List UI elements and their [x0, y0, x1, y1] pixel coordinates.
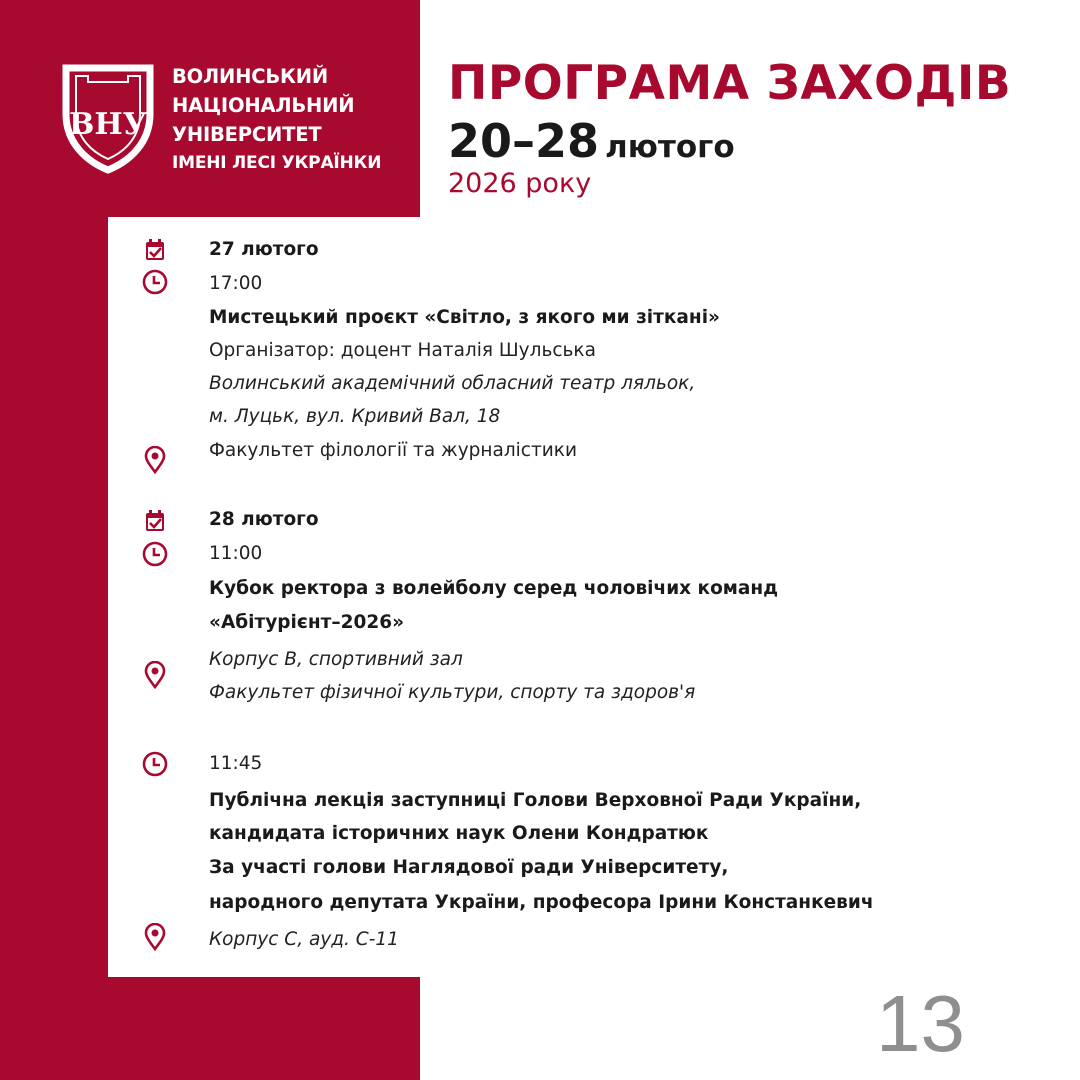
date-range-month: лютого	[605, 129, 735, 165]
university-name-line: ІМЕНІ ЛЕСІ УКРАЇНКИ	[172, 153, 382, 173]
event-date: 27 лютого	[209, 239, 319, 260]
university-name	[172, 62, 381, 177]
university-crest-logo	[58, 62, 158, 174]
event-title: Мистецький проєкт «Світло, з якого ми зіткані»	[209, 307, 720, 328]
event-faculty: Факультет фізичної культури, спорту та здоров'я	[209, 682, 696, 703]
university-name-line: ВОЛИНСЬКИЙ	[172, 65, 329, 88]
calendar-icon	[141, 507, 169, 535]
location-pin-icon	[141, 661, 169, 689]
university-name-line: НАЦІОНАЛЬНИЙ	[172, 94, 355, 117]
event-title: народного депутата України, професора Ірини Констанкевич	[209, 892, 874, 913]
event-title: Кубок ректора з волейболу серед чоловічих команд	[209, 578, 779, 599]
event-organizer: Організатор: доцент Наталія Шульська	[209, 340, 596, 361]
university-name-line: УНІВЕРСИТЕТ	[172, 123, 322, 146]
event-time: 11:00	[209, 543, 263, 564]
clock-icon	[141, 750, 169, 778]
event-venue: м. Луцьк, вул. Кривий Вал, 18	[209, 406, 501, 427]
event-title: За участі голови Наглядової ради Університету,	[209, 857, 729, 878]
event-faculty: Факультет філології та журналістики	[209, 440, 577, 461]
page-title: ПРОГРАМА ЗАХОДІВ	[448, 56, 1012, 111]
event-title: Публічна лекція заступниці Голови Верховної Ради України,	[209, 790, 862, 811]
event-title: кандидата історичних наук Олени Кондратюк	[209, 823, 709, 844]
location-pin-icon	[141, 446, 169, 474]
date-range	[448, 114, 735, 168]
clock-icon	[141, 268, 169, 296]
date-range-days: 20–28	[448, 114, 600, 168]
event-time: 17:00	[209, 273, 263, 294]
event-venue: Корпус С, ауд. С-11	[209, 929, 399, 950]
clock-icon	[141, 540, 169, 568]
svg-text:ВНУ: ВНУ	[68, 107, 148, 142]
year: 2026 року	[448, 168, 592, 199]
calendar-icon	[141, 236, 169, 264]
location-pin-icon	[141, 923, 169, 951]
event-venue: Волинський академічний обласний театр ляльок,	[209, 373, 696, 394]
page-number: 13	[876, 979, 965, 1068]
event-time: 11:45	[209, 753, 263, 774]
event-title: «Абітурієнт–2026»	[209, 612, 405, 633]
event-date: 28 лютого	[209, 509, 319, 530]
event-venue: Корпус В, спортивний зал	[209, 649, 463, 670]
